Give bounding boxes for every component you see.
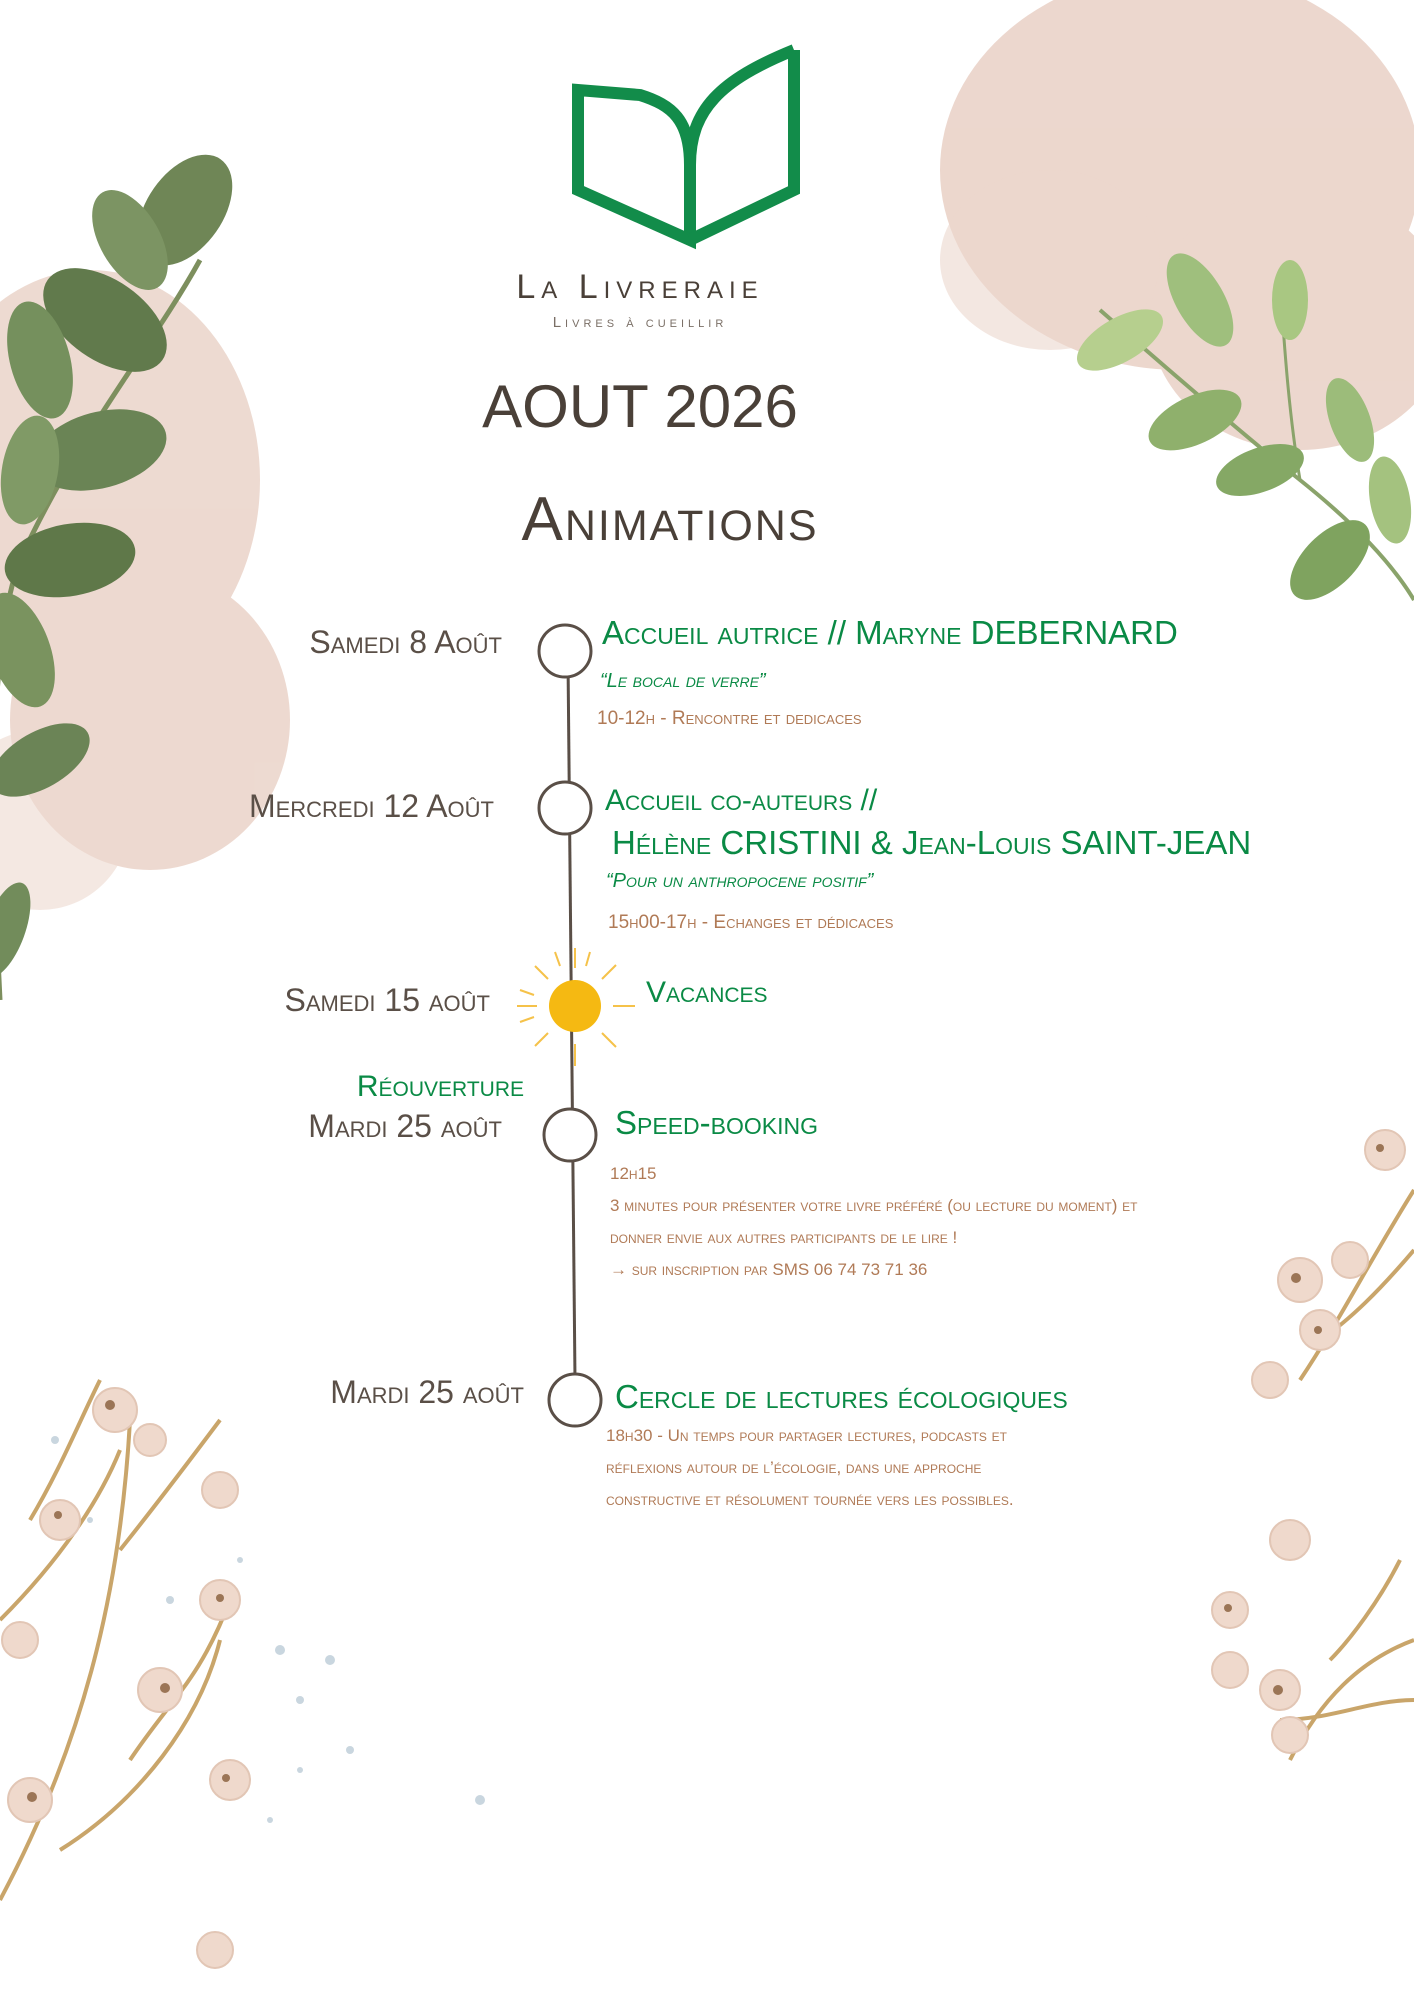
timeline-node-2 [539, 782, 591, 834]
event-5-date: Mardi 25 août [330, 1374, 524, 1410]
event-2-date: Mercredi 12 Août [248, 788, 494, 824]
event-3-title: Vacances [646, 976, 768, 1009]
timeline-node-1 [539, 625, 591, 677]
event-4-title: Speed-booking [615, 1104, 818, 1141]
timeline-node-5 [549, 1374, 601, 1426]
event-1-detail: 10-12h - Rencontre et dedicaces [597, 708, 862, 729]
event-2-title-line1: Accueil co-auteurs // [605, 784, 878, 817]
event-4-detail-line2: 3 minutes pour présenter votre livre préféré (ou lecture du moment) et [610, 1196, 1138, 1215]
flower-branch-bottom-left [0, 1380, 485, 1968]
event-4-detail-line1: 12h15 [610, 1164, 657, 1183]
event-4-detail-line4: → sur inscription par SMS 06 74 73 71 36 [610, 1260, 928, 1279]
event-5-detail-line3: constructive et résolument tournée vers les possibles. [606, 1490, 1014, 1509]
event-1-title: Accueil autrice // Maryne DEBERNARD [602, 614, 1178, 651]
event-4-date: Mardi 25 août [308, 1108, 502, 1144]
event-5-detail-line2: réflexions autour de l’écologie, dans une approche [606, 1458, 982, 1477]
event-5-detail-line1: 18h30 - Un temps pour partager lectures, podcasts et [606, 1426, 1007, 1445]
brand-tagline: Livres à cueillir [552, 314, 728, 331]
sun-icon [517, 948, 635, 1066]
event-1-date: Samedi 8 Août [309, 624, 502, 660]
event-1-subtitle: “Le bocal de verre” [600, 670, 766, 692]
event-4-detail-line3: donner envie aux autres participants de le lire ! [610, 1228, 958, 1247]
book-logo-icon [578, 50, 794, 240]
flower-branch-right [1212, 1130, 1414, 1760]
event-2-detail: 15h00-17h - Echanges et dédicaces [608, 912, 894, 933]
timeline-node-4 [544, 1109, 596, 1161]
event-2-subtitle: “Pour un anthropocene positif” [606, 870, 874, 892]
event-2-title-line2: Hélène CRISTINI & Jean-Louis SAINT-JEAN [612, 824, 1252, 861]
month-title: AOUT 2026 [482, 373, 798, 440]
brand-name: La Livreraie [516, 268, 764, 306]
event-4-reopening: Réouverture [356, 1070, 524, 1103]
event-5-title: Cercle de lectures écologiques [615, 1378, 1068, 1415]
event-3-date: Samedi 15 août [284, 982, 490, 1018]
page-heading: Animations [521, 485, 819, 554]
